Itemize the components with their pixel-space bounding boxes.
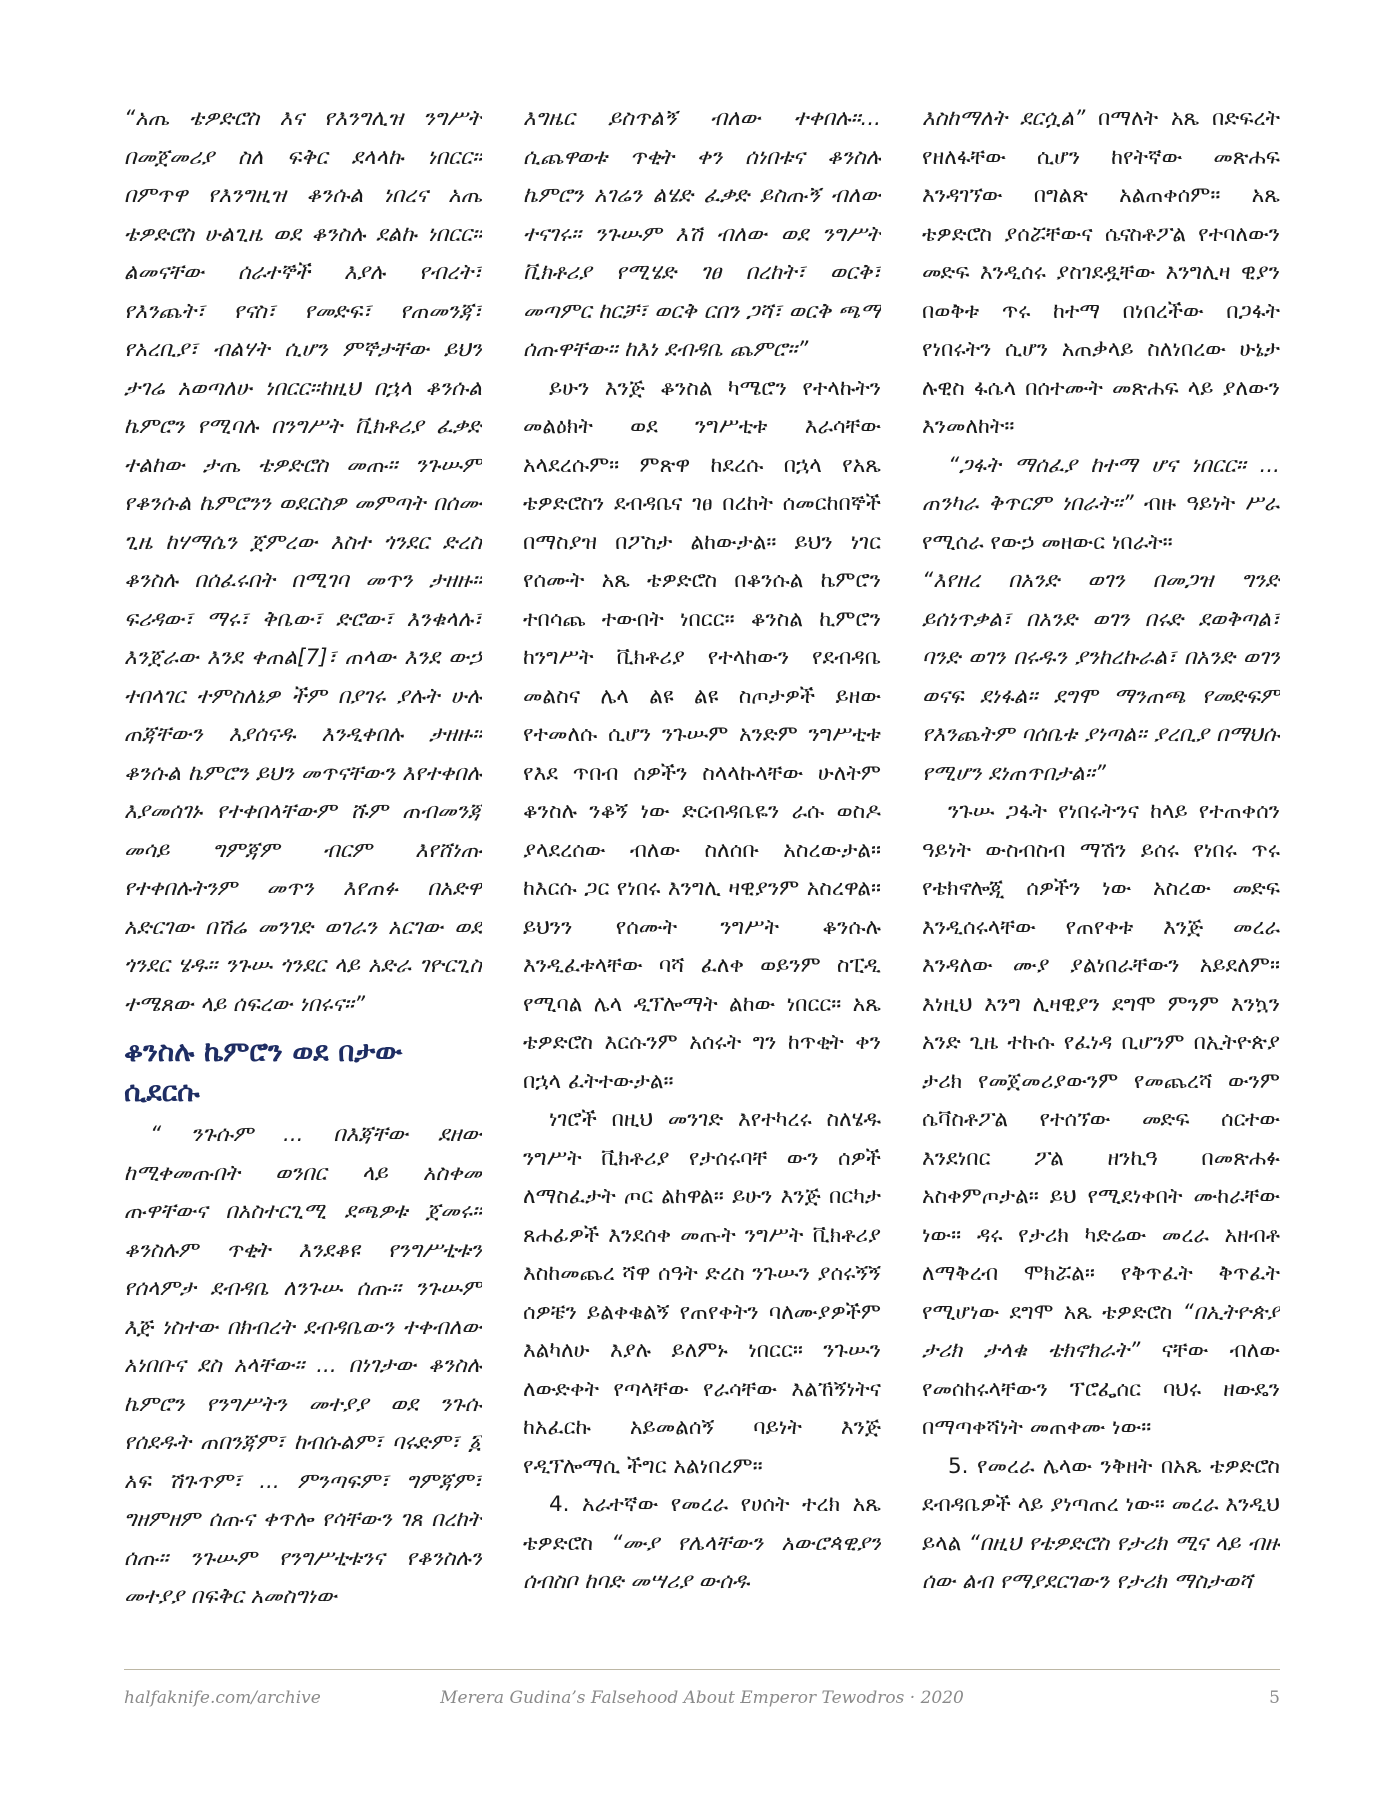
body-paragraph xyxy=(922,793,1280,1448)
footer-divider xyxy=(124,1669,1280,1670)
column-2 xyxy=(523,100,881,1640)
inline-quote: እስከማለት ደርሷል” xyxy=(922,106,1086,131)
body-paragraph xyxy=(523,1486,881,1602)
inline-quote: “በኢትዮጵያ ታሪክ ታላቁ ቴክኖክራት” xyxy=(922,1299,1280,1363)
body-text: ንጉሡ ጋፋት የነበሩትንና ከላይ የተጠቀሰን ዓይነት ውስብስብ ማሽን ይሰሩ የነበሩ ጥሩ የቴክኖሎጂ ሰዎችን ነው አስረው መድፍ እንዲሰሩላቸው የጠየቀቱ እንጅ መረራ እንዳለው ሙያ ያልነበራቸውን አይደለም። እነዚህ እንግ ሊዛዊያን ደግሞ ምንም እንኳን አንድ ጊዜ ተኩሱ የፈነዳ ቢሆንም በኢትዮጵያ ታሪክ የመጀመሪያውንም የመጨረሻ ውንም ሴቫስቶፖል የተሰኘው መድፍ ሰርተው እንደነበር ፖል ዘንኪዓ በመጽሐፉ አስቀምጦታል። ይህ የሚደነቀበት ሙከራቸው ነው። ዳሩ የታሪክ ካድሬው መረራ አዘብቶ ለማቅረብ ሞክሯል። የቅጥፈት ቅጥፈት የሚሆነው ደግሞ አጼ ቴዎድሮስ xyxy=(922,799,1280,1325)
body-text: 5. የመረራ ሌላው ንቅዘት በአጼ ቴዎድሮስ ደብዳቤዎች ላይ ያነጣጠረ ነው። መረራ እንዲህ ይላል xyxy=(922,1453,1280,1556)
body-paragraph xyxy=(922,1448,1280,1602)
column-3 xyxy=(922,100,1280,1640)
footer-site-link[interactable]: halfaknife.com/archive xyxy=(124,1688,321,1708)
inline-quote: “በዚህ የቴዎድሮስ የታሪክ ሚና ላይ ብዙ ሰው ልብ የማያደርገውን የታሪክ ማስታወሻ xyxy=(922,1530,1280,1594)
body-paragraph xyxy=(922,447,1280,563)
body-text: 4. አራተኛው የመረራ የሀሰት ተረክ አጼ ቴዎድሮስ xyxy=(523,1492,881,1556)
quote-paragraph: “አጤ ቴዎድሮስ እና የእንግሊዝ ንግሥት በመጀመሪያ ስለ ፍቅር ደላላኩ ነበርር። በምጥዋ የእንግዚዝ ቆንሱል ነበረና አጤ ቴዎድሮስ ሁልጊዜ ወደ ቆንስሉ ደልኩ ነበርር። ልመናቸው ሰራተኞች እያሉ የብረት፣ የእንጨት፣ የናስ፣ የመድፍ፣ የጠመንጃ፣ የአረቢያ፣ ብልሃት ሲሆን ምኞታቸው ይህን ታገሬ አወጣለሁ ነበርር።ከዚህ በኋላ ቆንሱል ኬምሮን የሚባሉ በንግሥት ቪክቶሪያ ፈቃድ ተልከው ታጤ ቴዎድሮስ መጡ። ንጉሡም የቆንሱል ኬምሮንን ወደርስዎ መምጣት በሰሙ ጊዜ ከሃማሴን ጀምረው እስተ ጎንደር ድረስ ቆንስሉ በሰፈሩበት በሚገባ መጥን ታዘዙ። ፍሪዳው፣ ማሩ፣ ቅቤው፣ ድሮው፣ እንቁላሉ፣ እንጀራው እንደ ቀጠል[7]፣ ጠላው እንደ ውኃ ተበላገር ተምስለኔዎ ችም በያገሩ ያሉት ሁሉ ጠጃቸውን እያሰናዱ እንዲቀበሉ ታዘዙ። ቆንሱል ኬምሮን ይህን መጥናቸውን እየተቀበሉ እያመሰገኑ የተቀበላቸውም ሹም ጠብመንጃ መሳይ ግምጃም ብርም እየሸነጡ የተቀበሉትንም መጥን እየጠፉ በአድዋ አድርገው በሽሬ መንገድ ወገራን አርገው ወደ ጎንደር ሄዱ። ንጉሡ ጎንደር ላይ አድራ ገዮርጊስ ተሜጸው ላይ ሰፍረው ነበሩና።” xyxy=(124,106,482,1017)
section-heading: ቆንስሉ ኬምሮን ወደ በታው ሲደርሱ xyxy=(124,1035,403,1108)
quote-paragraph: “ ንጉሱም ... በእጃቸው ደዘው ከሚቀመጡበት ወንበር ላይ አስቀመ ጡዋቸውና በአስተርጊሚ ደጫዎቱ ጀመሩ። ቆንስሉም ጥቂት እንደቆዩ የንግሥቲቱን የሰላምታ ደብዳቤ ለንጉሡ ሰጡ። ንጉሡም እጅ ነስተው በክብረት ደብዳቤውን ተቀብለው አነበቡና ደስ አላቸው። ... በነገታው ቆንስሉ ኬምሮን የንግሥትን መተያያ ወደ ንጉሱ የሰደዱት ጠበንጃም፣ ከብሱልም፣ ባሩድም፣ ፩ አፍ ሽጉጥም፣ ... ምንጣፍም፣ ግምጃም፣ ግዘምዘም ሰጡና ቀጥሎ የሳቸውን ገጸ በረከት ሰጡ። ንጉሡም የንግሥቲቱንና የቆንስሉን መተያያ በፍቅር አመስግነው xyxy=(124,1122,482,1609)
inline-quote: “ጋፋት ማሰፈያ ከተማ ሆና ነበርር። ... ጠንካራ ቅጥርም ነበራት።” xyxy=(922,452,1280,516)
body-paragraph: ነገሮች በዚህ መንገድ እየተካረሩ ስለሄዱ ንግሥት ቪክቶሪያ የታሰሩባቸ ውን ሰዎች ለማስፈታት ጦር ልከዋል። ይሁን እንጅ በርካታ ጸሐፊዎች እንደሰቀ መጡት ንግሥት ቪክቶሪያ እስከመጨረ ሻዋ ሰዓት ድረስ ንጉሡን ያሰሩኝኝ ሰዎቼን ይልቀቁልኝ የጠየቀትን ባለሙያዎችም እልካለሁ እያሉ ይለምኑ ነበርር። ንጉሡን ለውድቀት የጣላቸው የራሳቸው እልኸኝነትና ከአፈርኩ አይመልሰኝ ባይነት እንጅ የዲፕሎማሲ ችግር አልነበረም። xyxy=(523,1107,881,1479)
page-body xyxy=(124,100,1280,1640)
footer-title: Merera Gudina’s Falsehood About Emperor Tewodros · 2020 xyxy=(440,1688,964,1708)
inline-quote: “ሙያ የሌላቸውን አውሮጳዊያን ሰብስቦ ከባድ መሣሪያ ውሰዱ xyxy=(523,1530,881,1594)
page-number: 5 xyxy=(1269,1688,1280,1708)
body-paragraph: ይሁን እንጅ ቆንስል ካሜሮን የተላኩትን መልዕክት ወደ ንግሥቲቱ እራሳቸው አላደረሱም። ምጽዋ ከደረሱ በኋላ የአጼ ቴዎድሮስን ደብዳቤና ገፀ በረከት ሰመርከበኞች በማስያዝ በፖስታ ልከውታል። ይህን ነገር የሰሙት አጼ ቴዎድሮስ በቆንሱል ኬምሮን ተበሳጨ ተውበት ነበርር። ቆንስል ኪምሮን ከንግሥት ቪክቶሪያ የተላከውን የደብዳቤ መልስና ሌላ ልዩ ልዩ ስጦታዎች ይዘው የተመለሱ ሲሆን ንጉሡም አንድም ንግሥቲቱ የእደ ጥበብ ሰዎችን ስላላኩላቸው ሁለትም ቆንስሉ ንቆኝ ነው ድርብዳቤዬን ራሱ ወስዶ ያላደረሰው ብለው ስለሰቡ አስረውታል። ከእርሱ ጋር የነበሩ እንግሊ ዛዊያንም አስረዋል። ይህንን የሰሙት ንግሥት ቆንሱሉ እንዲፈቱላቸው ባሻ ፈለቀ ወይንም ስፒዲ የሚባል ሌላ ዲፕሎማት ልከው ነበርር። አጼ ቴዎድሮስ እርሱንም አሰሩት ግን ከጥቂት ቀን በኋላ ፈትተውታል። xyxy=(523,375,881,1094)
body-paragraph xyxy=(922,100,1280,447)
body-text: ናቸው ብለው የመሰከሩላቸውን ፕሮፌሰር ባህሩ ዘውዴን በማጣቀሻነት መጠቀሙ ነው። xyxy=(922,1338,1280,1440)
body-text: በማለት አጼ በድፍረት የዘለፋቸው ሲሆን ከየትኛው መጽሐፍ እንዳገኘው በግልጽ አልጠቀሰም። አጼ ቴዎድሮስ ያሰሯቸውና ሴናስቶፖል የተባለውን መድፍ እንዲሰሩ ያስገደዷቸው እንግሊዛ ዊያን በወቅቱ ጥሩ ከተማ በነበረችው በጋፋት የነበሩትን ሲሆን አጠቃላይ ስለነበረው ሁኔታ ሉዊስ ፋሴላ በሰተሙት መጽሐፍ ላይ ያለውን እንመለከት። xyxy=(922,106,1280,439)
quote-paragraph: “እየዘረ በአንድ ወገን በመጋዝ ግንድ ይሰነጥቃል፣ በአንድ ወገን በሩድ ደወቅጣል፣ ባንድ ወገን በሩዱን ያንከረኩራል፣ በአንድ ወገን ወናፍ ደነፋል። ደግሞ ማንጠጫ የመድፍም የእንጨትም ባሰቤቱ ያነጣል። ያረቢያ በማህሱ የሚሆን ደነጠጥበታል።” xyxy=(922,568,1280,786)
quote-paragraph: እግዜር ይስጥልኝ ብለው ተቀበሉ።... ሲጨዋወቱ ጥቂት ቀን ሰነበቱና ቆንስሉ ኬምሮን አገሬን ልሄድ ፈቃድ ይስጡኝ ብለው ተናገሩ። ንጉሡም እሽ ብለው ወደ ንግሥት ቪክቶሪያ የሚሄድ ገፀ በረከት፣ ወርቅ፣ መጣምር ከርቻ፣ ወርቅ ርበን ጋሻ፣ ወርቅ ጫማ ሰጡዋቸው። ከእነ ደብዳቤ ጨምሮ።” xyxy=(523,106,881,362)
column-1 xyxy=(124,100,482,1640)
body-text: ብዙ ዓይነት ሥራ የሚሰራ የውኃ መዘውር ነበራት። xyxy=(922,491,1280,555)
